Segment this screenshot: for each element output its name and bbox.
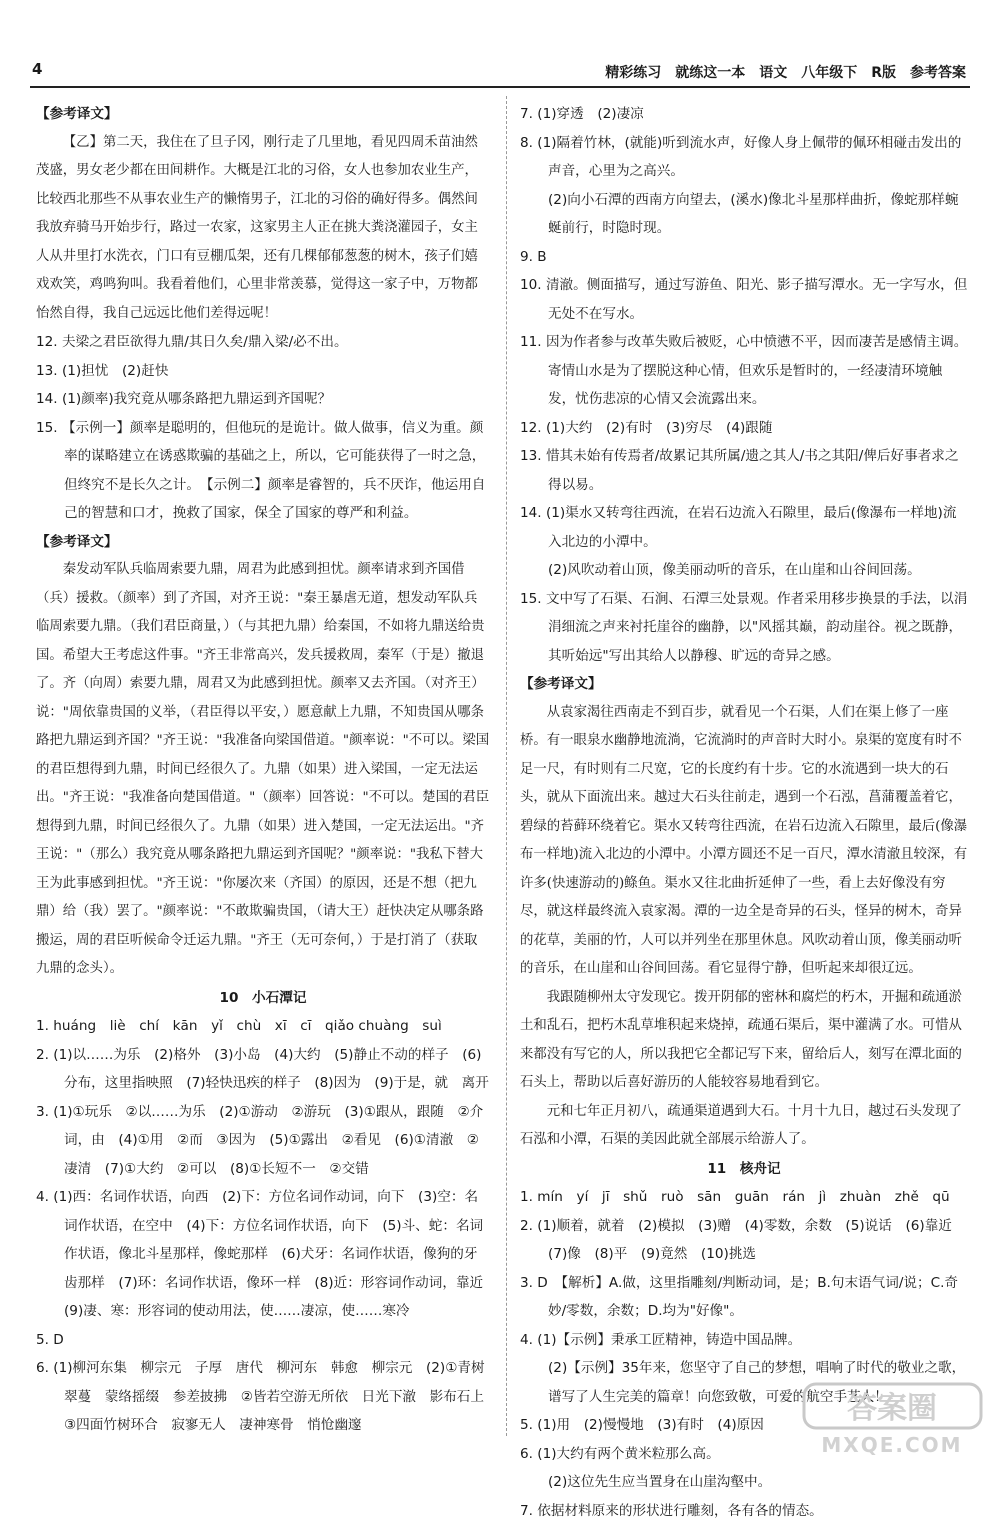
column-divider bbox=[506, 96, 507, 1436]
answer-item: 14. (1)渠水又转弯往西流，在岩石边流入石隙里，最后(像瀑布一样地)流入北边的小潭中。 bbox=[520, 499, 968, 556]
watermark-url: MXQE.COM bbox=[821, 1433, 962, 1457]
right-column bbox=[520, 100, 968, 1525]
answer-item: 13. (1)担忧 (2)赶快 bbox=[36, 357, 490, 386]
answer-subitem: (2)这位先生应当置身在山崖沟壑中。 bbox=[520, 1468, 968, 1497]
translation-paragraph: 我跟随柳州太守发现它。拨开阴郁的密林和腐烂的朽木，开掘和疏通淤土和乱石，把朽木乱草堆积起来烧掉，疏通石渠后，渠中灌满了水。可惜从来都没有写它的人，所以我把它全都记写下来，留给后人，刻写在潭北面的石头上，帮助以后喜好游历的人能较容易地看到它。 bbox=[520, 984, 968, 1098]
answer-item: 11. 因为作者参与改革失败后被贬，心中愤懑不平，因而凄苦是感情主调。寄情山水是为了摆脱这种心情，但欢乐是暂时的，一经凄清环境触发，忧伤悲凉的心情又会流露出来。 bbox=[520, 328, 968, 414]
answer-subitem: (2)风吹动着山顶，像美丽动听的音乐，在山崖和山谷间回荡。 bbox=[520, 556, 968, 585]
answer-item: 12. (1)大约 (2)有时 (3)穷尽 (4)跟随 bbox=[520, 414, 968, 443]
translation-paragraph: 从袁家渴往西南走不到百步，就看见一个石渠，人们在渠上修了一座桥。有一眼泉水幽静地流淌，它流淌时的声音时大时小。泉渠的宽度有时不足一尺，有时则有二尺宽，它的长度约有十步。它的水流遇到一块大的石头，就从下面流出来。越过大石头往前走，遇到一个石泓，菖蒲覆盖着它，碧绿的苔藓环绕着它。渠水又转弯往西流，在岩石边流入石隙里，最后(像瀑布一样地)流入北边的小潭中。小潭方圆还不足一百尺，潭水清澈且较深，有许多(快速游动的)鲦鱼。渠水又往北曲折延伸了一些，看上去好像没有穷尽，就这样最终流入袁家渴。潭的一边全是奇异的石头，怪异的树木，奇异的花草，美丽的竹，人可以并列坐在那里休息。风吹动着山顶，像美丽动听的音乐，在山崖和山谷间回荡。看它显得宁静，但听起来却很辽远。 bbox=[520, 699, 968, 984]
section-heading: 【参考译文】 bbox=[36, 100, 490, 129]
answer-item: 12. 夫梁之君臣欲得九鼎/其日久矣/鼎入梁/必不出。 bbox=[36, 328, 490, 357]
left-column bbox=[36, 100, 490, 1440]
answer-item: 4. (1)【示例】秉承工匠精神，铸造中国品牌。 bbox=[520, 1326, 968, 1355]
answer-item: 5. (1)用 (2)慢慢地 (3)有时 (4)原因 bbox=[520, 1411, 968, 1440]
answer-item: 1. huáng liè chí kān yǐ chù xī cī qiǎo chuàng suì bbox=[36, 1012, 490, 1041]
answer-item: 15. 【示例一】颜率是聪明的，但他玩的是诡计。做人做事，信义为重。颜率的谋略建立在诱惑欺骗的基础之上，所以，它可能获得了一时之急，但终究不是长久之计。 【示例二】颜率是睿智的，兵不厌诈，他运用自己的智慧和口才，挽救了国家，保全了国家的尊严和利益。 bbox=[36, 414, 490, 528]
translation-paragraph: 【乙】第二天，我住在了旦子冈，刚行走了几里地，看见四周禾苗油然茂盛，男女老少都在田间耕作。大概是江北的习俗，女人也参加农业生产，比较西北那些不从事农业生产的懒惰男子，江北的习俗的确好得多。偶然间我放弃骑马开始步行，路过一农家，这家男主人正在挑大粪浇灌园子，女主人从井里打水洗衣，门口有豆棚瓜架，还有几棵郁郁葱葱的树木，孩子们嬉戏欢笑，鸡鸣狗叫。我看着他们，心里非常羡慕，觉得这一家子中，万物都怡然自得，我自己远远比他们差得远呢！ bbox=[36, 129, 490, 329]
answer-item: 3. D 【解析】A.做，这里指雕刻/判断动词，是；B.句末语气词/说；C.奇妙/零数，余数；D.均为"好像"。 bbox=[520, 1269, 968, 1326]
answer-item: 7. 依据材料原来的形状进行雕刻，各有各的情态。 bbox=[520, 1497, 968, 1525]
answer-subitem: (2)向小石潭的西南方向望去，(溪水)像北斗星那样曲折，像蛇那样蜿蜒前行，时隐时现。 bbox=[520, 186, 968, 243]
watermark-logo-text: 答案圈 bbox=[847, 1391, 937, 1426]
answer-item: 13. 惜其未始有传焉者/故累记其所属/遗之其人/书之其阳/俾后好事者求之得以易。 bbox=[520, 442, 968, 499]
answer-item: 2. (1)顺着，就着 (2)模拟 (3)赠 (4)零数，余数 (5)说话 (6)靠近 (7)像 (8)平 (9)竟然 (10)挑选 bbox=[520, 1212, 968, 1269]
watermark-logo bbox=[800, 1380, 985, 1458]
section-heading: 【参考译文】 bbox=[520, 670, 968, 699]
translation-paragraph: 秦发动军队兵临周索要九鼎，周君为此感到担忧。颜率请求到齐国借（兵）援救。（颜率）到了齐国，对齐王说："秦王暴虐无道，想发动军队兵临周索要九鼎。（我们君臣商量，）（与其把九鼎）给秦国，不如将九鼎送给贵国。希望大王考虑这件事。"齐王非常高兴，发兵援救周，秦军（于是）撤退了。齐（向周）索要九鼎，周君又为此感到担忧。颜率又去齐国。（对齐王）说："周依靠贵国的义举，（君臣得以平安，）愿意献上九鼎，不知贵国从哪条路把九鼎运到齐国？"齐王说："我准备向梁国借道。"颜率说："不可以。梁国的君臣想得到九鼎，时间已经很久了。九鼎（如果）进入梁国，一定无法运出。"齐王说："我准备向楚国借道。"（颜率）回答说："不可以。楚国的君臣想得到九鼎，时间已经很久了。九鼎（如果）进入楚国，一定无法运出。"齐王说："（那么）我究竟从哪条路把九鼎运到齐国呢？"颜率说："我私下替大王为此事感到担忧。"齐王说："你屡次来（齐国）的原因，还是不想（把九鼎）给（我）罢了。"颜率说："不敢欺骗贵国，（请大王）赶快决定从哪条路搬运，周的君臣听候命令迁运九鼎。"齐王（无可奈何，）于是打消了（获取九鼎的念头）。 bbox=[36, 556, 490, 984]
lesson-title: 11 核舟记 bbox=[520, 1155, 968, 1184]
answer-item: 6. (1)大约有两个黄米粒那么高。 bbox=[520, 1440, 968, 1469]
answer-item: 2. (1)以……为乐 (2)格外 (3)小岛 (4)大约 (5)静止不动的样子 (6)分布，这里指映照 (7)轻快迅疾的样子 (8)因为 (9)于是，就 离开 bbox=[36, 1041, 490, 1098]
lesson-title: 10 小石潭记 bbox=[36, 984, 490, 1013]
answer-item: 7. (1)穿透 (2)凄凉 bbox=[520, 100, 968, 129]
answer-item: 6. (1)柳河东集 柳宗元 子厚 唐代 柳河东 韩愈 柳宗元 (2)①青树翠蔓 蒙络摇缀 参差披拂 ②皆若空游无所依 日光下澈 影布石上 ③四面竹树环合 寂寥无人 凄神寒骨 悄怆幽邃 bbox=[36, 1354, 490, 1440]
answer-item: 8. (1)隔着竹林，(就能)听到流水声，好像人身上佩带的佩环相碰击发出的声音，心里为之高兴。 bbox=[520, 129, 968, 186]
running-title: 精彩练习 就练这一本 语文 八年级下 R版 参考答案 bbox=[605, 62, 966, 82]
answer-item: 9. B bbox=[520, 243, 968, 272]
answer-item: 15. 文中写了石渠、石涧、石潭三处景观。作者采用移步换景的手法，以涓涓细流之声来衬托崖谷的幽静，以"风摇其巅，韵动崖谷。视之既静，其听始远"写出其给人以静穆、旷远的奇异之感。 bbox=[520, 585, 968, 671]
answer-item: 4. (1)西：名词作状语，向西 (2)下：方位名词作动词，向下 (3)空：名词作状语，在空中 (4)下：方位名词作状语，向下 (5)斗、蛇：名词作状语，像北斗星那样，像蛇那样 (6)犬牙：名词作状语，像狗的牙齿那样 (7)环：名词作状语，像环一样 (8)近：形容词作动词，靠近 (9)凄、寒：形容词的使动用法，使……凄凉，使……寒冷 bbox=[36, 1183, 490, 1326]
section-heading: 【参考译文】 bbox=[36, 528, 490, 557]
answer-item: 5. D bbox=[36, 1326, 490, 1355]
answer-item: 10. 清澈。侧面描写，通过写游鱼、阳光、影子描写潭水。无一字写水，但无处不在写水。 bbox=[520, 271, 968, 328]
header-rule bbox=[30, 86, 970, 88]
answer-item: 1. mín yí jī shǔ ruò sān guān rán jì zhuàn zhě qū bbox=[520, 1183, 968, 1212]
answer-item: 3. (1)①玩乐 ②以……为乐 (2)①游动 ②游玩 (3)①跟从，跟随 ②介词，由 (4)①用 ②而 ③因为 (5)①露出 ②看见 (6)①清澈 ②凄清 (7)①大约 ②可以 (8)①长短不一 ②交错 bbox=[36, 1098, 490, 1184]
page-header bbox=[0, 0, 1000, 90]
page-number: 4 bbox=[32, 60, 42, 78]
translation-paragraph: 元和七年正月初八，疏通渠道遇到大石。十月十九日，越过石头发现了石泓和小潭，石渠的美因此就全部展示给游人了。 bbox=[520, 1098, 968, 1155]
answer-item: 14. (1)颜率)我究竟从哪条路把九鼎运到齐国呢？ bbox=[36, 385, 490, 414]
answer-subitem: (2)【示例】35年来，您坚守了自己的梦想，唱响了时代的敬业之歌，谱写了人生完美的篇章！向您致敬，可爱的航空手艺人！ bbox=[520, 1354, 968, 1411]
